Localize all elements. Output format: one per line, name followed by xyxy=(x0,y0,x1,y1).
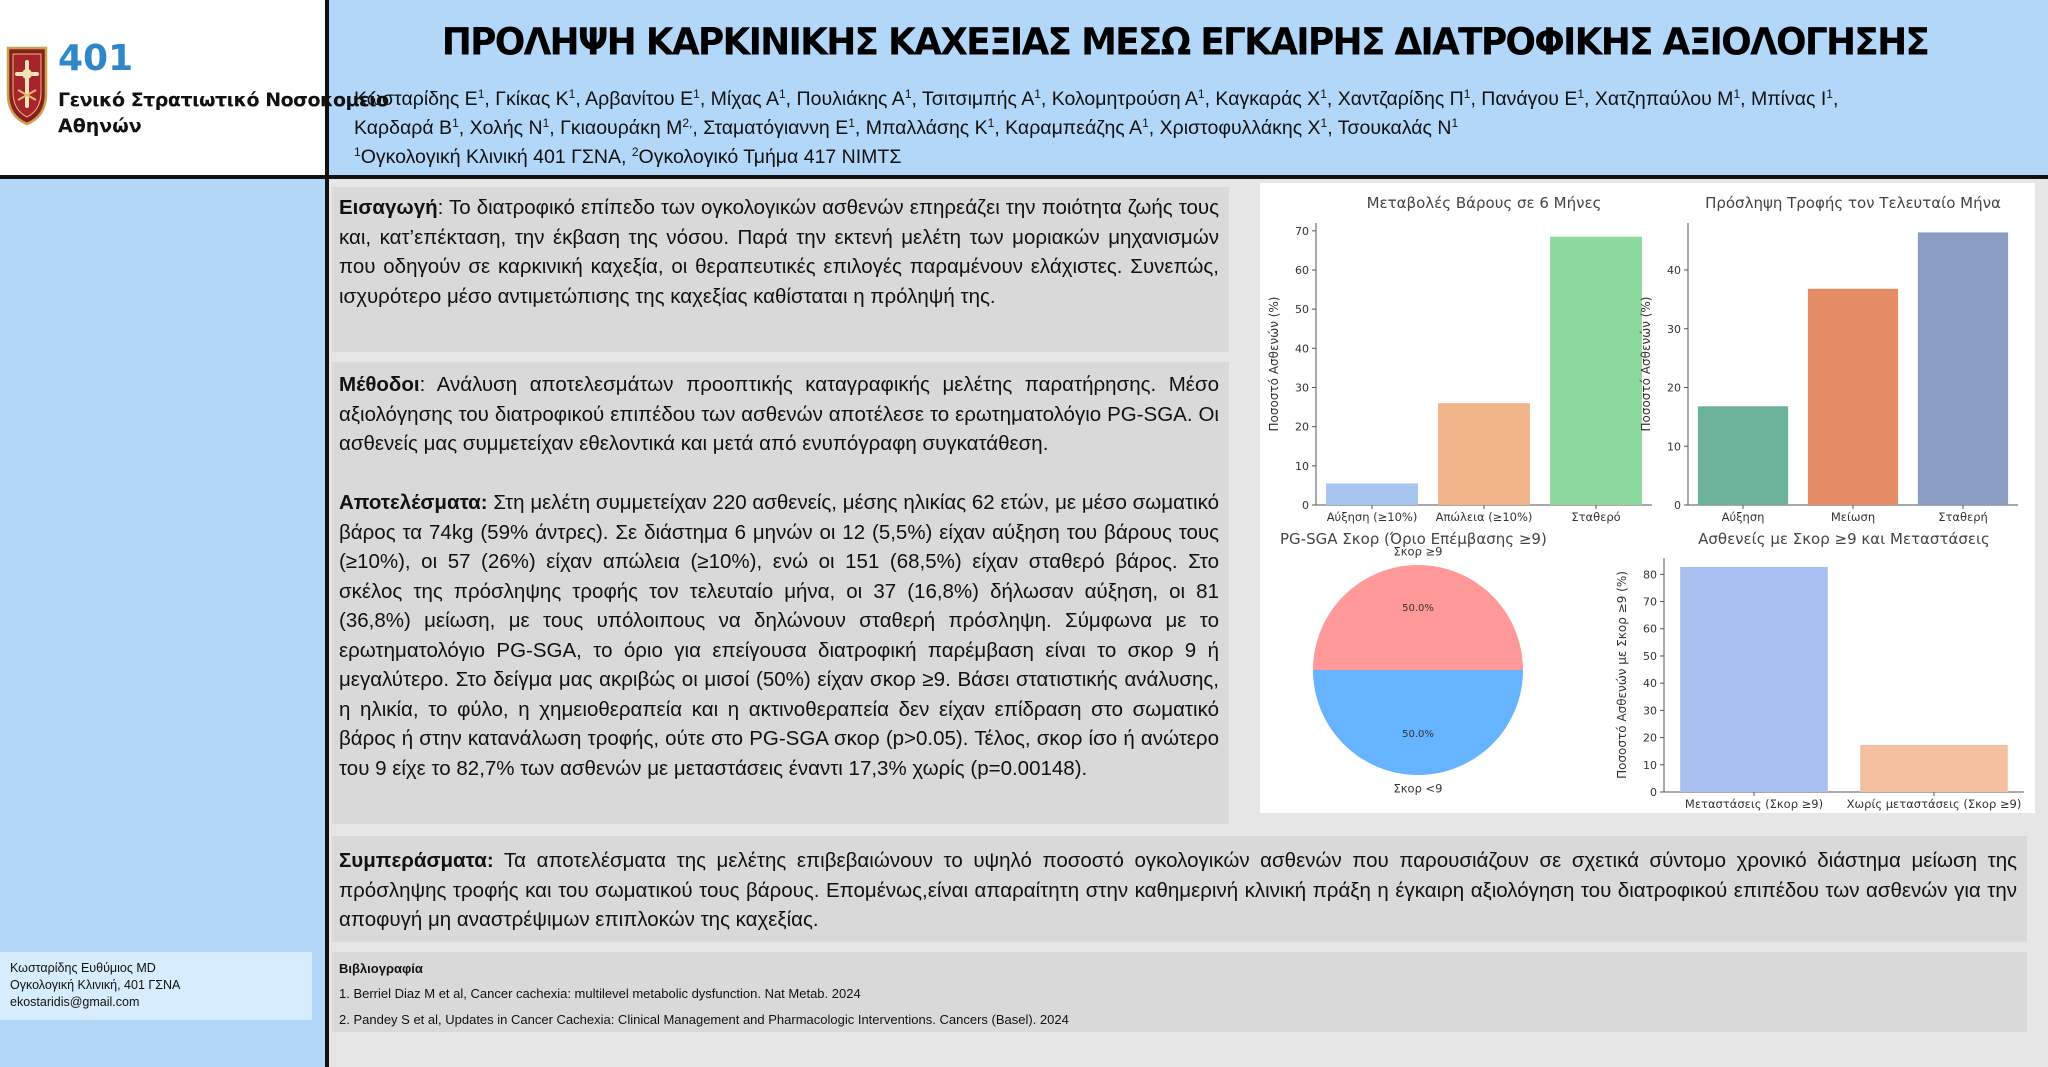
author-name: Πουλιάκης Α xyxy=(796,88,905,110)
hospital-crest-icon xyxy=(4,44,50,128)
pie-slice xyxy=(1313,565,1523,670)
author-affiliation-marker: 1 xyxy=(904,87,912,101)
author-name: Μπίνας Ι xyxy=(1750,88,1827,110)
y-tick-label: 10 xyxy=(1643,758,1657,772)
x-tick-label: Απώλεια (≥10%) xyxy=(1435,510,1533,524)
y-tick-label: 20 xyxy=(1295,420,1309,434)
author-affiliation-marker: 1 xyxy=(1320,87,1327,101)
methods-heading: Μέθοδοι xyxy=(339,373,420,396)
author-name: Κολομητρούση Α xyxy=(1051,88,1198,110)
chart-title: Μεταβολές Βάρους σε 6 Μήνες xyxy=(1366,194,1602,212)
author-name: Χατζηπαύλου Μ xyxy=(1594,88,1734,110)
hospital-name-line1: Γενικό Στρατιωτικό Νοσοκομείο xyxy=(58,89,389,111)
methods-results-box xyxy=(332,362,1229,824)
contact-name: Κωσταρίδης Ευθύμιος MD xyxy=(10,961,156,975)
left-sidebar xyxy=(0,179,325,1067)
charts-panel xyxy=(1260,183,2035,813)
y-tick-label: 0 xyxy=(1674,499,1681,512)
x-tick-label: Σταθερή xyxy=(1938,510,1988,524)
y-tick-label: 70 xyxy=(1643,595,1657,609)
bar-chart-1 xyxy=(1267,194,1652,524)
y-tick-label: 50 xyxy=(1643,649,1657,663)
affiliation1: Ογκολογική Κλινική 401 ΓΣΝΑ, xyxy=(360,146,632,168)
author-name: Καραμπεάζης Α xyxy=(1005,117,1143,139)
y-tick-label: 50 xyxy=(1295,303,1309,317)
x-tick-label: Αύξηση (≥10%) xyxy=(1326,510,1418,524)
contact-affiliation: Ογκολογική Κλινική, 401 ΓΣΝΑ xyxy=(10,978,181,992)
chart-title: Πρόσληψη Τροφής τον Τελευταίο Μήνα xyxy=(1705,194,2001,212)
y-tick-label: 20 xyxy=(1667,381,1681,395)
y-tick-label: 80 xyxy=(1643,568,1657,582)
author-name: Γκιαουράκη Μ xyxy=(560,117,683,139)
intro-paragraph xyxy=(339,193,1219,311)
author-name: Τσιτσιμπής Α xyxy=(921,88,1035,110)
author-name: Μπαλλάσης Κ xyxy=(865,117,988,139)
author-affiliation-marker: 1 xyxy=(568,87,576,101)
author-affiliation-marker: 2, xyxy=(682,116,693,130)
y-axis-label: Ποσοστό Ασθενών με Σκορ ≥9 (%) xyxy=(1615,571,1629,779)
bar xyxy=(1326,483,1418,505)
conclusions-paragraph xyxy=(339,846,2017,935)
authors-line-1: Κωσταρίδης $E^1$, Γκίκας $K^1$, Αρβανίτου $E^1$, Μίχας $A^1$, Πουλιάκης $A^1$, Τσιτσιμπής $A^1$, Κολομητρούση $A^1$, Καγκαράς $X^1$, Χαντζαρίδης $\Pi^1$, Πανάγου $E^1$, Χατζηπαύλου $M^1$, Μπίνας $I^1$, xyxy=(354,87,1839,110)
author-affiliation-marker: 1 xyxy=(848,116,855,130)
author-affiliation-marker: 1 xyxy=(1826,87,1833,101)
y-tick-label: 10 xyxy=(1667,440,1681,454)
author-name: Σταματόγιαννη Ε xyxy=(703,117,849,139)
intro-box xyxy=(332,187,1229,352)
bar xyxy=(1438,403,1530,505)
bar xyxy=(1918,232,2008,505)
pie-chart-3 xyxy=(1280,530,1547,796)
horizontal-divider xyxy=(0,175,2048,179)
author-name: Χριστοφυλλάκης Χ xyxy=(1159,117,1321,139)
intro-text: : Το διατροφικό επίπεδο των ογκολογικών ασθενών επηρεάζει την ποιότητα ζωής τους και, κατ’επέκταση, την έκβαση της νόσου. Παρά την εκτενή μελέτη των μοριακών μηχανισμών που οδηγούν σε καρκινική καχεξία, οι θεραπευτικές επιλογές παραμένουν ελάχιστες. Συνεπώς, ισχυρότερο μέσο αντιμετώπισης της καχεξίας καθίσταται η πρόληψή της. xyxy=(339,196,1219,308)
references-heading: Βιβλιογραφία xyxy=(339,961,423,976)
hospital-name-line2: Αθηνών xyxy=(58,115,142,137)
y-tick-label: 0 xyxy=(1302,499,1309,512)
y-tick-label: 40 xyxy=(1667,264,1681,277)
affiliation2: Ογκολογικό Τμήμα 417 ΝΙΜΤΣ xyxy=(638,146,902,168)
author-name: Αρβανίτου Ε xyxy=(585,88,694,110)
affiliations xyxy=(354,143,2034,172)
y-tick-label: 40 xyxy=(1295,342,1309,356)
bar-chart-4 xyxy=(1615,530,2024,811)
y-tick-label: 20 xyxy=(1643,731,1657,745)
bar xyxy=(1860,745,2008,792)
conclusions-text: Τα αποτελέσματα της μελέτης επιβεβαιώνουν το υψηλό ποσοστό ογκολογικών ασθενών που παρουσιάζουν σε σχετικά σύντομο χρονικό διάστημα μείωση της πρόσληψης τροφής και του σωματικού τους βάρους. Επομένως,είναι απαραίτητη στην καθημερινή κλινική πράξη η έγκαιρη αξιολόγηση του διατροφικού επιπέδου των ασθενών για την αποφυγή μη αναστρέψιμων επιπλοκών της καχεξίας. xyxy=(339,849,2017,931)
results-paragraph xyxy=(339,488,1219,783)
y-tick-label: 30 xyxy=(1643,704,1657,718)
author-affiliation-marker: 1 xyxy=(542,116,550,130)
author-name: Καγκαράς Χ xyxy=(1215,88,1321,110)
y-tick-label: 60 xyxy=(1295,264,1309,277)
charts-svg xyxy=(1260,183,2035,813)
logo-number: 401 xyxy=(58,38,134,79)
author-name: Χαντζαρίδης Π xyxy=(1337,88,1464,110)
author-affiliation-marker: 1 xyxy=(452,116,459,130)
x-tick-label: Αύξηση xyxy=(1721,510,1765,524)
methods-paragraph xyxy=(339,370,1219,459)
reference-item-2: 2. Pandey S et al, Updates in Cancer Cachexia: Clinical Management and Pharmacologic Interventions. Cancers (Basel). 2024 xyxy=(339,1012,1069,1027)
bar-chart-2 xyxy=(1639,194,2018,524)
y-tick-label: 40 xyxy=(1643,677,1657,691)
y-tick-label: 60 xyxy=(1643,622,1657,636)
author-name: Κωσταρίδης Ε xyxy=(354,88,478,110)
intro-heading: Εισαγωγή xyxy=(339,196,438,219)
y-tick-label: 70 xyxy=(1295,224,1309,238)
vertical-divider xyxy=(325,0,329,1067)
author-affiliation-marker: 1 xyxy=(1733,87,1741,101)
author-affiliation-marker: 1 xyxy=(1142,116,1149,130)
contact-email[interactable]: ekostaridis@gmail.com xyxy=(10,995,140,1009)
author-name: Τσουκαλάς Ν xyxy=(1337,117,1452,139)
y-tick-label: 30 xyxy=(1667,322,1681,336)
author-affiliation-marker: 1 xyxy=(987,116,995,130)
y-tick-label: 30 xyxy=(1295,381,1309,395)
poster-title: ΠΡΟΛΗΨΗ ΚΑΡΚΙΝΙΚΗΣ ΚΑΧΕΞΙΑΣ ΜΕΣΩ ΕΓΚΑΙΡΗΣ ΔΙΑΤΡΟΦΙΚΗΣ ΑΞΙΟΛΟΓΗΣΗΣ xyxy=(441,20,1929,65)
y-axis-label: Ποσοστό Ασθενών (%) xyxy=(1639,296,1653,432)
author-name: Καρδαρά Β xyxy=(354,117,453,139)
x-tick-label: Σταθερό xyxy=(1571,510,1621,524)
results-heading: Αποτελέσματα: xyxy=(339,491,488,514)
y-tick-label: 10 xyxy=(1295,459,1309,473)
author-affiliation-marker: 1 xyxy=(778,87,786,101)
author-affiliation-marker: 1 xyxy=(1451,116,1459,130)
author-affiliation-marker: 1 xyxy=(477,87,485,101)
pie-category-label: Σκορ ≥9 xyxy=(1393,544,1443,559)
bar xyxy=(1680,567,1828,792)
pie-slice-label: 50.0% xyxy=(1402,603,1434,614)
bar xyxy=(1698,406,1788,505)
affiliation2-marker: 2 xyxy=(631,145,639,159)
results-text: Στη μελέτη συμμετείχαν 220 ασθενείς, μέσης ηλικίας 62 ετών, με μέσο σωματικό βάρος τα 74kg (59% άντρες). Σε διάστημα 6 μηνών οι 12 (5,5%) είχαν αύξηση του βάρους τους (≥10%), οι 57 (26%) είχαν απώλεια (≥10%), ενώ οι 151 (68,5%) είχαν σταθερό βάρος. Στο σκέλος της πρόσληψης τροφής τον τελευταίο μήνα, οι 37 (16,8%) δήλωσαν αύξηση, οι 81 (36,8%) μείωση, με τους υπόλοιπους να δηλώνουν σταθερή πρόσληψη. Σύμφωνα με το ερωτηματολόγιο PG-SGA, το όριο για επείγουσα διατροφική παρέμβαση είναι το σκορ 9 ή μεγαλύτερο. Στο δείγμα μας ακριβώς οι μισοί (50%) είχαν σκορ ≥9. Βάσει στατιστικής ανάλυσης, η ηλικία, το φύλο, η χημειοθεραπεία και η ακτινοθεραπεία δεν είχαν επίδραση στο σωματικό βάρος ή στην κατανάλωση τροφής, ούτε στο PG-SGA σκορ (p>0.05). Τέλος, σκορ ίσο ή ανώτερο του 9 είχε το 82,7% των ασθενών με μεταστάσεις έναντι 17,3% χωρίς (p=0.00148). xyxy=(339,491,1219,780)
author-affiliation-marker: 1 xyxy=(1197,87,1205,101)
pie-slice xyxy=(1313,670,1523,775)
reference-item-1: 1. Berriel Diaz M et al, Cancer cachexia: multilevel metabolic dysfunction. Nat Metab. 2024 xyxy=(339,986,861,1001)
author-affiliation-marker: 1 xyxy=(1577,87,1585,101)
x-tick-label: Μείωση xyxy=(1830,510,1876,524)
author-affiliation-marker: 1 xyxy=(1034,87,1041,101)
x-tick-label: Μεταστάσεις (Σκορ ≥9) xyxy=(1684,797,1824,811)
pie-slice-label: 50.0% xyxy=(1402,729,1434,740)
chart-title: Ασθενείς με Σκορ ≥9 και Μεταστάσεις xyxy=(1698,530,1990,548)
bar xyxy=(1550,237,1642,505)
chart-title: PG-SGA Σκορ (Όριο Επέμβασης ≥9) xyxy=(1280,530,1547,548)
methods-text: : Ανάλυση αποτελεσμάτων προοπτικής καταγραφικής μελέτης παρατήρησης. Μέσο αξιολόγησης του διατροφικού επιπέδου των ασθενών αποτέλεσε το ερωτηματολόγιο PG-SGA. Οι ασθενείς μας συμμετείχαν εθελοντικά και μετά από ενυπόγραφη συγκατάθεση. xyxy=(339,373,1219,455)
conclusions-heading: Συμπεράσματα: xyxy=(339,849,494,872)
contact-box xyxy=(0,952,312,1020)
author-name: Μίχας Α xyxy=(710,88,779,110)
author-name: Γκίκας Κ xyxy=(495,88,569,110)
author-affiliation-marker: 1 xyxy=(1463,87,1471,101)
bar xyxy=(1808,289,1898,505)
author-name: Χολής Ν xyxy=(469,117,543,139)
x-tick-label: Χωρίς μεταστάσεις (Σκορ ≥9) xyxy=(1846,797,2022,811)
author-affiliation-marker: 1 xyxy=(693,87,700,101)
y-axis-label: Ποσοστό Ασθενών (%) xyxy=(1267,296,1281,432)
author-affiliation-marker: 1 xyxy=(1320,116,1328,130)
pie-category-label: Σκορ <9 xyxy=(1393,781,1443,796)
affiliation1-marker: 1 xyxy=(354,145,361,159)
conclusions-box xyxy=(332,836,2027,942)
author-name: Πανάγου Ε xyxy=(1481,88,1578,110)
references-box xyxy=(332,952,2027,1032)
y-tick-label: 0 xyxy=(1650,786,1657,799)
authors-line-2: Καρδαρά $B^1$, Χολής $N^1$, Γκιαουράκη $M^{2,}$, Σταματόγιαννη $E^1$, Μπαλλάσης $K^1$, Καραμπεάζης $A^1$, Χριστοφυλλάκης $X^1$, Τσουκαλάς $N^1$ xyxy=(354,116,1459,139)
